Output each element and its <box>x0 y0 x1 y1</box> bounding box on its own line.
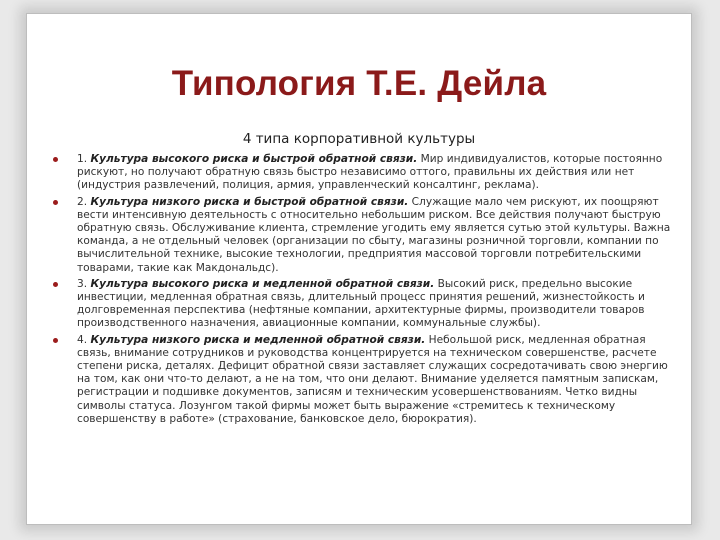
bullet-icon <box>53 157 58 162</box>
bullet-icon <box>53 338 58 343</box>
slide-subtitle: 4 типа корпоративной культуры <box>242 131 476 147</box>
item-text: Мир индивидуалистов, которые постоянно рискуют, но получают обратную связь быстро независимо оттого, правильны их действия или нет (индустрия развлечений, полиция, армия, управленческий консалтинг, реклама). <box>77 153 663 192</box>
bullet-icon <box>53 200 58 205</box>
item-number: 3. <box>77 277 88 290</box>
item-heading: Культура низкого риска и быстрой обратной связи. <box>90 195 409 208</box>
list-item <box>49 278 679 331</box>
culture-types-list <box>49 153 679 429</box>
item-heading: Культура высокого риска и быстрой обратной связи. <box>90 153 418 165</box>
list-item <box>49 334 679 426</box>
item-heading: Культура высокого риска и медленной обратной связи. <box>90 277 435 290</box>
item-text: Небольшой риск, медленная обратная связь, внимание сотрудников и руководства концентрируется на техническом совершенстве, расчете степени риска, деталях. Дефицит обратной связи заставляет служащих сосредотачивать свою энергию на том, как они что-то делают, а не на том, что они делают. Внимание уделяется памятным запискам, регистрации и подшивке документов, записям и техническим усовершенствованиям. Четко видны символы статуса. Лозунгом такой фирмы может быть выражение «стремитесь к техническому совершенству в работе» (страхование, банковское дело, бюрократия). <box>77 333 668 425</box>
item-number: 2. <box>77 195 88 208</box>
bullet-icon <box>53 282 58 287</box>
list-item <box>49 196 679 275</box>
item-heading: Культура низкого риска и медленной обратной связи. <box>90 333 426 346</box>
item-text: Служащие мало чем рискуют, их поощряют вести интенсивную деятельность с относительно небольшим риском. Все действия получают быструю обратную связь. Обслуживание клиента, стремление угодить ему является сутью этой культуры. Важна команда, а не отдельный человек (организации по сбыту, магазины розничной торговли, компании по вычислительной технике, высокие технологии, предприятия массовой торговли потребительскими товарами, такие как Макдональдс). <box>77 195 671 274</box>
item-text: Высокий риск, предельно высокие инвестиции, медленная обратная связь, длительный процесс принятия решений, жизнестойкость и долговременная перспектива (нефтяные компании, архитектурные фирмы, производители товаров производственного назначения, авиационные компании, коммунальные службы). <box>77 277 645 330</box>
list-item <box>49 153 679 193</box>
item-number: 4. <box>77 333 88 346</box>
slide-title: Типология Т.Е. Дейла <box>171 64 547 103</box>
item-number: 1. <box>77 153 88 165</box>
slide <box>26 13 692 525</box>
